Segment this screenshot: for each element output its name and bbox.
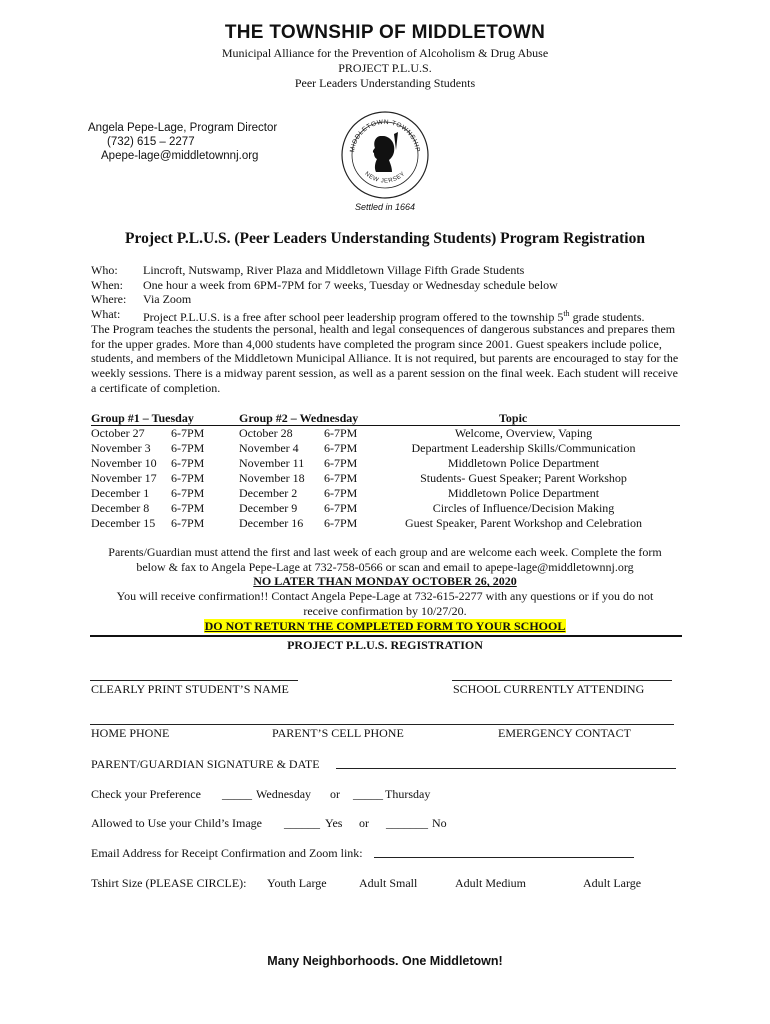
director-name: Angela Pepe-Lage, Program Director xyxy=(88,122,278,134)
group2-dates xyxy=(239,426,305,531)
schedule-table xyxy=(91,411,681,531)
table-cell: October 27 xyxy=(91,426,145,440)
table-cell: 6-7PM xyxy=(171,501,205,515)
table-cell: 6-7PM xyxy=(324,441,358,455)
yes-blank[interactable]: ______ xyxy=(284,816,320,830)
where-label: Where: xyxy=(91,292,127,307)
director-phone: (732) 615 – 2277 xyxy=(107,136,195,148)
when-value: One hour a week from 6PM-7PM for 7 weeks, Tuesday or Wednesday schedule below xyxy=(143,277,558,292)
topic-header: Topic xyxy=(499,411,528,425)
registration-divider xyxy=(90,635,682,637)
signature-field[interactable] xyxy=(336,768,676,769)
who-label: Who: xyxy=(91,263,118,277)
what-label: What: xyxy=(91,307,121,322)
table-cell: Middletown Police Department xyxy=(447,456,600,470)
wednesday-blank[interactable]: _____ xyxy=(222,787,252,801)
project-line: PROJECT P.L.U.S. xyxy=(338,61,432,75)
table-cell: November 17 xyxy=(91,471,157,485)
where-value: Via Zoom xyxy=(143,292,192,307)
group1-times xyxy=(171,426,204,531)
notice-line-1: Parents/Guardian must attend the first and last week of each group and are welcome each week. Complete the form xyxy=(108,545,662,559)
size-adult-large[interactable]: Adult Large xyxy=(583,876,642,890)
notice-block xyxy=(0,545,770,633)
group2-header: Group #2 – Wednesday xyxy=(239,411,359,425)
notice-line-2: below & fax to Angela Pepe-Lage at 732-758-0566 or scan and email to apepe-lage@middletownnj.org xyxy=(136,559,634,574)
table-cell: 6-7PM xyxy=(171,456,205,470)
or-text: or xyxy=(359,816,369,830)
cell-phone-label: PARENT’S CELL PHONE xyxy=(272,726,404,740)
table-cell: 6-7PM xyxy=(171,486,205,500)
svg-text:MIDDLETOWN TOWNSHIP: MIDDLETOWN TOWNSHIP xyxy=(349,118,421,153)
table-cell: Circles of Influence/Decision Making xyxy=(432,501,615,515)
who-value: Lincroft, Nutswamp, River Plaza and Middletown Village Fifth Grade Students xyxy=(143,263,525,277)
program-heading: Project P.L.U.S. (Peer Leaders Understanding Students) Program Registration xyxy=(125,230,645,247)
preference-label: Check your Preference xyxy=(91,787,201,801)
no-option: No xyxy=(432,816,447,830)
table-cell: December 15 xyxy=(91,516,156,530)
table-cell: 6-7PM xyxy=(324,516,358,530)
when-row xyxy=(91,278,681,293)
table-cell: December 16 xyxy=(239,516,304,530)
or-text: or xyxy=(330,787,340,801)
group2-times xyxy=(324,426,357,531)
table-cell: Students- Guest Speaker; Parent Workshop xyxy=(420,471,627,485)
table-cell: December 1 xyxy=(91,486,150,500)
who-row xyxy=(91,263,681,278)
settled-caption: Settled in 1664 xyxy=(354,202,416,212)
notice-line-4: receive confirmation by 10/27/20. xyxy=(303,603,467,618)
table-cell: 6-7PM xyxy=(171,441,205,455)
size-youth-large[interactable]: Youth Large xyxy=(267,876,327,890)
table-cell: Welcome, Overview, Vaping xyxy=(454,426,593,440)
table-cell: 6-7PM xyxy=(324,486,358,500)
do-not-return-warning: DO NOT RETURN THE COMPLETED FORM TO YOUR SCHOOL xyxy=(204,618,566,633)
township-seal-logo xyxy=(340,110,430,200)
thursday-blank[interactable]: _____ xyxy=(353,787,383,801)
table-cell: Guest Speaker, Parent Workshop and Celebration xyxy=(405,516,642,530)
school-label: SCHOOL CURRENTLY ATTENDING xyxy=(453,682,645,696)
registration-heading: PROJECT P.L.U.S. REGISTRATION xyxy=(287,638,483,652)
student-name-label: CLEARLY PRINT STUDENT’S NAME xyxy=(91,682,289,696)
table-cell: 6-7PM xyxy=(171,516,205,530)
township-title: THE TOWNSHIP OF MIDDLETOWN xyxy=(224,22,546,43)
emergency-contact-label: EMERGENCY CONTACT xyxy=(498,726,631,740)
what-superscript: th xyxy=(563,309,570,319)
when-label: When: xyxy=(91,277,123,292)
director-email: Apepe-lage@middletownnj.org xyxy=(101,150,259,162)
table-cell: Department Leadership Skills/Communication xyxy=(411,441,636,455)
table-cell: 6-7PM xyxy=(171,426,205,440)
group1-header: Group #1 – Tuesday xyxy=(91,411,194,425)
table-cell: December 2 xyxy=(239,486,298,500)
size-adult-small[interactable]: Adult Small xyxy=(359,876,418,890)
table-cell: 6-7PM xyxy=(324,471,358,485)
email-label: Email Address for Receipt Confirmation and Zoom link: xyxy=(91,846,363,860)
no-blank[interactable]: _______ xyxy=(386,816,428,830)
table-cell: December 8 xyxy=(91,501,150,515)
where-row xyxy=(91,292,681,307)
signature-label: PARENT/GUARDIAN SIGNATURE & DATE xyxy=(91,757,320,771)
table-cell: November 3 xyxy=(91,441,151,455)
student-name-field[interactable] xyxy=(90,680,298,681)
yes-option: Yes xyxy=(325,816,343,830)
table-cell: November 4 xyxy=(239,441,299,455)
topics xyxy=(391,426,656,531)
table-cell: November 11 xyxy=(239,456,305,470)
school-field[interactable] xyxy=(452,680,672,681)
size-adult-medium[interactable]: Adult Medium xyxy=(455,876,526,890)
table-cell: 6-7PM xyxy=(171,471,205,485)
group1-dates xyxy=(91,426,157,531)
table-cell: November 18 xyxy=(239,471,305,485)
what-text-end: grade students. xyxy=(569,310,645,325)
home-phone-label: HOME PHONE xyxy=(91,726,170,740)
table-cell: Middletown Police Department xyxy=(447,486,600,500)
notice-line-3: You will receive confirmation!! Contact Angela Pepe-Lage at 732-615-2277 with any questions or if you do not xyxy=(116,589,654,604)
email-field[interactable] xyxy=(374,857,634,858)
peer-leaders-line: Peer Leaders Understanding Students xyxy=(294,76,476,90)
deadline-text: NO LATER THAN MONDAY OCTOBER 26, 2020 xyxy=(253,574,517,589)
what-text: Project P.L.U.S. is a free after school peer leadership program offered to the township 5 xyxy=(143,310,564,325)
footer-slogan: Many Neighborhoods. One Middletown! xyxy=(267,954,503,968)
program-description: The Program teaches the students the personal, health and legal consequences of dangerous substances and prepares them for the upper grades. More than 4,000 students have completed the program since 2001. Guest speakers include police, students, and members of the Middletown Municipal Alliance. It is not required, but parents are encouraged to stay for the weekly sessions. There is a midway parent session, as well as a parent session on the final week. Each student will receive a certificate of completion. xyxy=(91,322,679,395)
tshirt-label: Tshirt Size (PLEASE CIRCLE): xyxy=(91,876,247,890)
table-cell: December 9 xyxy=(239,501,298,515)
wednesday-option: Wednesday xyxy=(256,787,312,801)
thursday-option: Thursday xyxy=(385,787,431,801)
phone-fields-line[interactable] xyxy=(90,724,674,725)
table-cell: 6-7PM xyxy=(324,426,358,440)
image-permission-label: Allowed to Use your Child’s Image xyxy=(91,816,262,830)
table-cell: November 10 xyxy=(91,456,157,470)
svg-text:NEW JERSEY: NEW JERSEY xyxy=(363,170,407,185)
table-cell: 6-7PM xyxy=(324,456,358,470)
table-cell: October 28 xyxy=(239,426,293,440)
program-info xyxy=(91,263,681,325)
alliance-line: Municipal Alliance for the Prevention of Alcoholism & Drug Abuse xyxy=(221,46,549,60)
table-cell: 6-7PM xyxy=(324,501,358,515)
